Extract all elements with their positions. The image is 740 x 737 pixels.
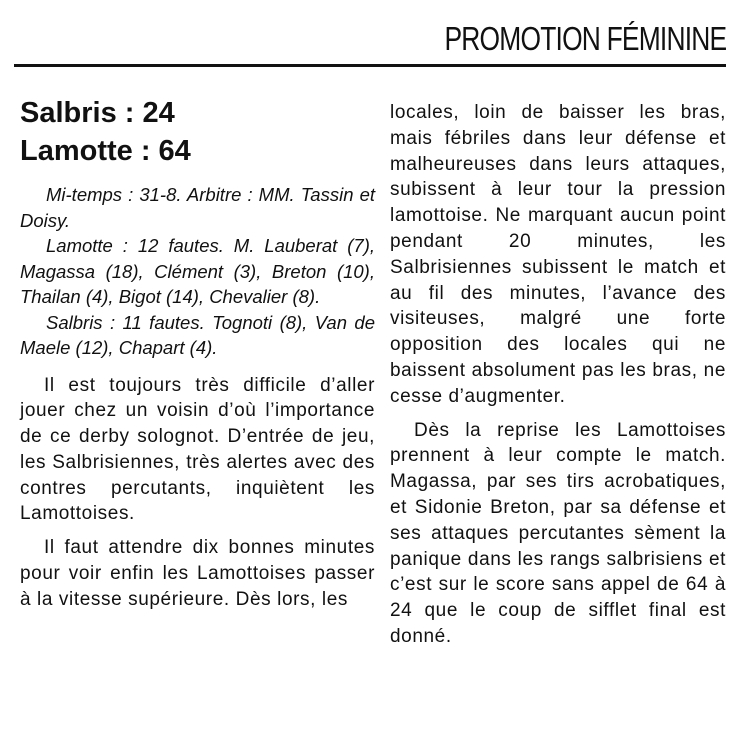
- article-paragraph: Il est toujours très difficile d’aller jouer chez un voisin d’où l’importance de ce derby solognot. D’entrée de jeu, les Salbrisiennes, très alertes avec des contres percutants, inquiètent les Lamottoises.: [20, 374, 375, 525]
- article-paragraph: locales, loin de baisser les bras, mais fébriles dans leur défense et malheureuses dans leurs attaques, subissent à leur tour la pression lamottoise. Ne marquant aucun point pendant 20 minutes, les Salbrisiennes subissent le match et au fil des minutes, l’avance des visiteuses, malgré une forte opposition des locales qui ne baissent absolument pas les bras, ne cesse d’augmenter.: [390, 102, 726, 407]
- match-salbris-lineup: Salbris : 11 fautes. Tognoti (8), Van de Maele (12), Chapart (4).: [20, 311, 375, 358]
- right-column: [390, 100, 726, 658]
- match-halftime-referee: Mi-temps : 31-8. Arbitre : MM. Tassin et Doisy.: [20, 184, 375, 231]
- match-details: [20, 182, 375, 361]
- headline: [20, 94, 375, 170]
- article-body-right: [390, 100, 726, 650]
- left-column: [20, 94, 375, 621]
- header-rule: [14, 64, 726, 67]
- headline-score-salbris: Salbris : 24: [20, 97, 175, 129]
- article-paragraph: Il faut attendre dix bonnes minutes pour voir enfin les Lamottoises passer à la vitesse supérieure. Dès lors, les: [20, 537, 375, 610]
- section-title: PROMOTION FÉMININE: [444, 20, 726, 57]
- article-paragraph: Dès la reprise les Lamottoises prennent à leur compte le match. Magassa, par ses tirs acrobatiques, et Sidonie Breton, par sa défense et ses attaques percutantes sèment la panique dans les rangs salbrisiens et c’est sur le score sans appel de 64 à 24 que le coup de sifflet final est donné.: [390, 419, 726, 647]
- match-lamotte-lineup: Lamotte : 12 fautes. M. Lauberat (7), Magassa (18), Clément (3), Breton (10), Thailan (4), Bigot (14), Chevalier (8).: [20, 235, 375, 307]
- article-body-left: [20, 373, 375, 613]
- headline-score-lamotte: Lamotte : 64: [20, 135, 191, 167]
